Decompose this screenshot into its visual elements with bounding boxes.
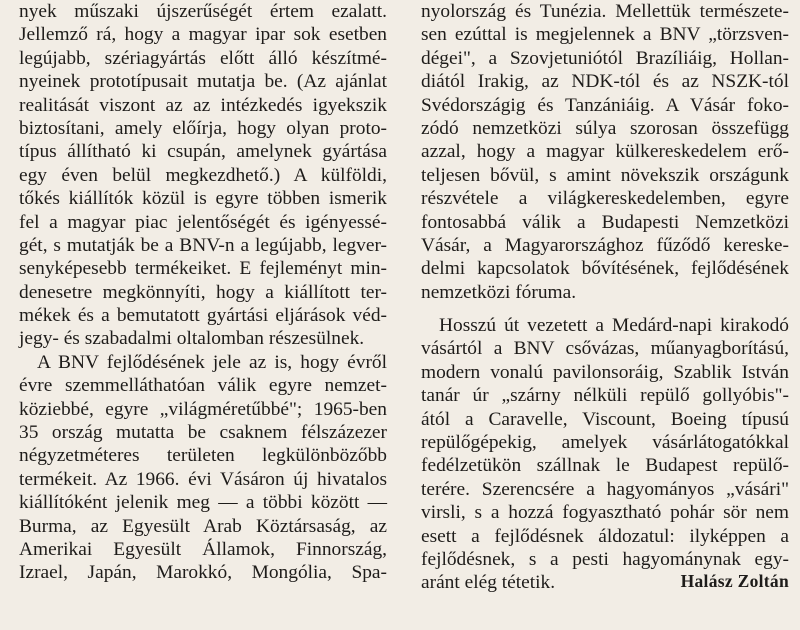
text-line: tanár úr „szárny nélküli repülő gollyóbis"- xyxy=(421,385,789,407)
text-line: biztosítani, amely előírja, hogy olyan proto- xyxy=(19,117,387,139)
text-line: nyek műszaki újszerűségét értem ezalatt. xyxy=(19,1,387,22)
text-line: fejlődésnek, s a pesti hagyománynak egy- xyxy=(421,548,789,570)
text-line: azzal, hogy a magyar külkereskedelem erő- xyxy=(421,141,789,163)
text-line: típus állítható ki csupán, amelynek gyártása xyxy=(19,141,387,163)
text-line: fontosabbá válik a Budapesti Nemzetközi xyxy=(421,211,789,233)
text-line: nyeinek prototípusait mutatja be. (Az ajánlat xyxy=(19,71,387,93)
text-line: virsli, s a hozzá fogyasztható pohár sör nem xyxy=(421,502,789,524)
text-line: gét, s mutatják be a BNV-n a legújabb, legver- xyxy=(19,234,387,256)
text-line: repülőgépekig, amelyek vásárlátogatókkal xyxy=(421,432,789,454)
text-line: dégei", a Szovjetuniótól Brazíliáig, Hollan- xyxy=(421,47,789,69)
text-line: négyzetméteres területen legkülönbözőbb xyxy=(19,445,387,467)
text-line: mékek és a bemutatott gyártási eljárások véd- xyxy=(19,305,387,327)
text-line: Vásár, a Magyarországhoz fűződő kereske- xyxy=(421,234,789,256)
text-line: nyolország és Tunézia. Mellettük természete- xyxy=(421,1,789,22)
paragraph-gap xyxy=(421,304,789,314)
text-line: terére. Szerencsére a hagyományos „vásári" xyxy=(421,478,789,500)
text-line: egy éven belül megkezdhető.) A külföldi, xyxy=(19,164,387,186)
text-line: zódó nemzetközi súlya szorosan összefügg xyxy=(421,117,789,139)
left-column xyxy=(19,0,387,585)
text-line: kiállítóként jelenik meg — a többi között — xyxy=(19,492,387,514)
text-line: Amerikai Egyesült Államok, Finnország, xyxy=(19,538,387,560)
paragraph-first-line: Hosszú út vezetett a Medárd-napi kirakodó xyxy=(439,315,789,337)
text-line: teljesen bővül, s amint növekszik országunk xyxy=(421,164,789,186)
text-line: legújabb, szériagyártás előtt álló készítmé- xyxy=(19,47,387,69)
text-line: Jellemző rá, hogy a magyar ipar sok esetben xyxy=(19,24,387,46)
text-line: részvétele a világkereskedelemben, egyre xyxy=(421,188,789,210)
text-line: sen ezúttal is megjelennek a BNV „törzsven- xyxy=(421,24,789,46)
text-line: esett a fejlődésnek áldozatul: ilyképpen a xyxy=(421,525,789,547)
text-line: modern vonalú pavilonsoráig, Szablik István xyxy=(421,361,789,383)
text-line: jegy- és szabadalmi oltalomban részesülnek. xyxy=(19,328,365,350)
closing-line xyxy=(421,571,789,594)
text-line: évre szemmelláthatóan válik egyre nemzet- xyxy=(19,375,387,397)
paragraph-first-line: A BNV fejlődésének jele az is, hogy évről xyxy=(37,351,387,373)
text-line: tőkés kiállítók közül is egyre többen ismerik xyxy=(19,188,387,210)
text-line: senyképesebb termékeiket. E fejleményt min- xyxy=(19,258,387,280)
text-line: delmi kapcsolatok bővítésének, fejlődésének xyxy=(421,258,789,280)
text-line: realitását viszont az az intézkedés igyekszik xyxy=(19,94,387,116)
text-line: fedélzetükön szállnak le Budapest repülő- xyxy=(421,455,789,477)
text-line: nemzetközi fóruma. xyxy=(421,281,577,303)
text-line: fel a magyar piac jelentőségét és igényessé- xyxy=(19,211,387,233)
text-line: diától Irakig, az NDK-tól és az NSZK-tól xyxy=(421,71,789,93)
text-line: aránt elég tétetik. xyxy=(421,572,556,594)
text-line: denesetre megkönnyíti, hogy a kiállított ter- xyxy=(19,281,387,303)
text-line: Burma, az Egyesült Arab Köztársaság, az xyxy=(19,515,387,537)
text-line: vásártól a BNV csővázas, műanyagborítású, xyxy=(421,338,789,360)
text-line: ától a Caravelle, Viscount, Boeing típusú xyxy=(421,408,789,430)
author-signature: Halász Zoltán xyxy=(680,571,789,592)
text-line: 35 ország mutatta be csaknem félszázezer xyxy=(19,422,387,444)
text-line: termékeit. Az 1966. évi Vásáron új hivatalos xyxy=(19,468,387,490)
text-line: Izrael, Japán, Marokkó, Mongólia, Spa- xyxy=(19,562,387,584)
right-column xyxy=(421,0,789,595)
text-line: köziebbé, egyre „világméretűbbé"; 1965-ben xyxy=(19,398,387,420)
text-line: Svédországig és Tanzániáig. A Vásár foko- xyxy=(421,94,789,116)
